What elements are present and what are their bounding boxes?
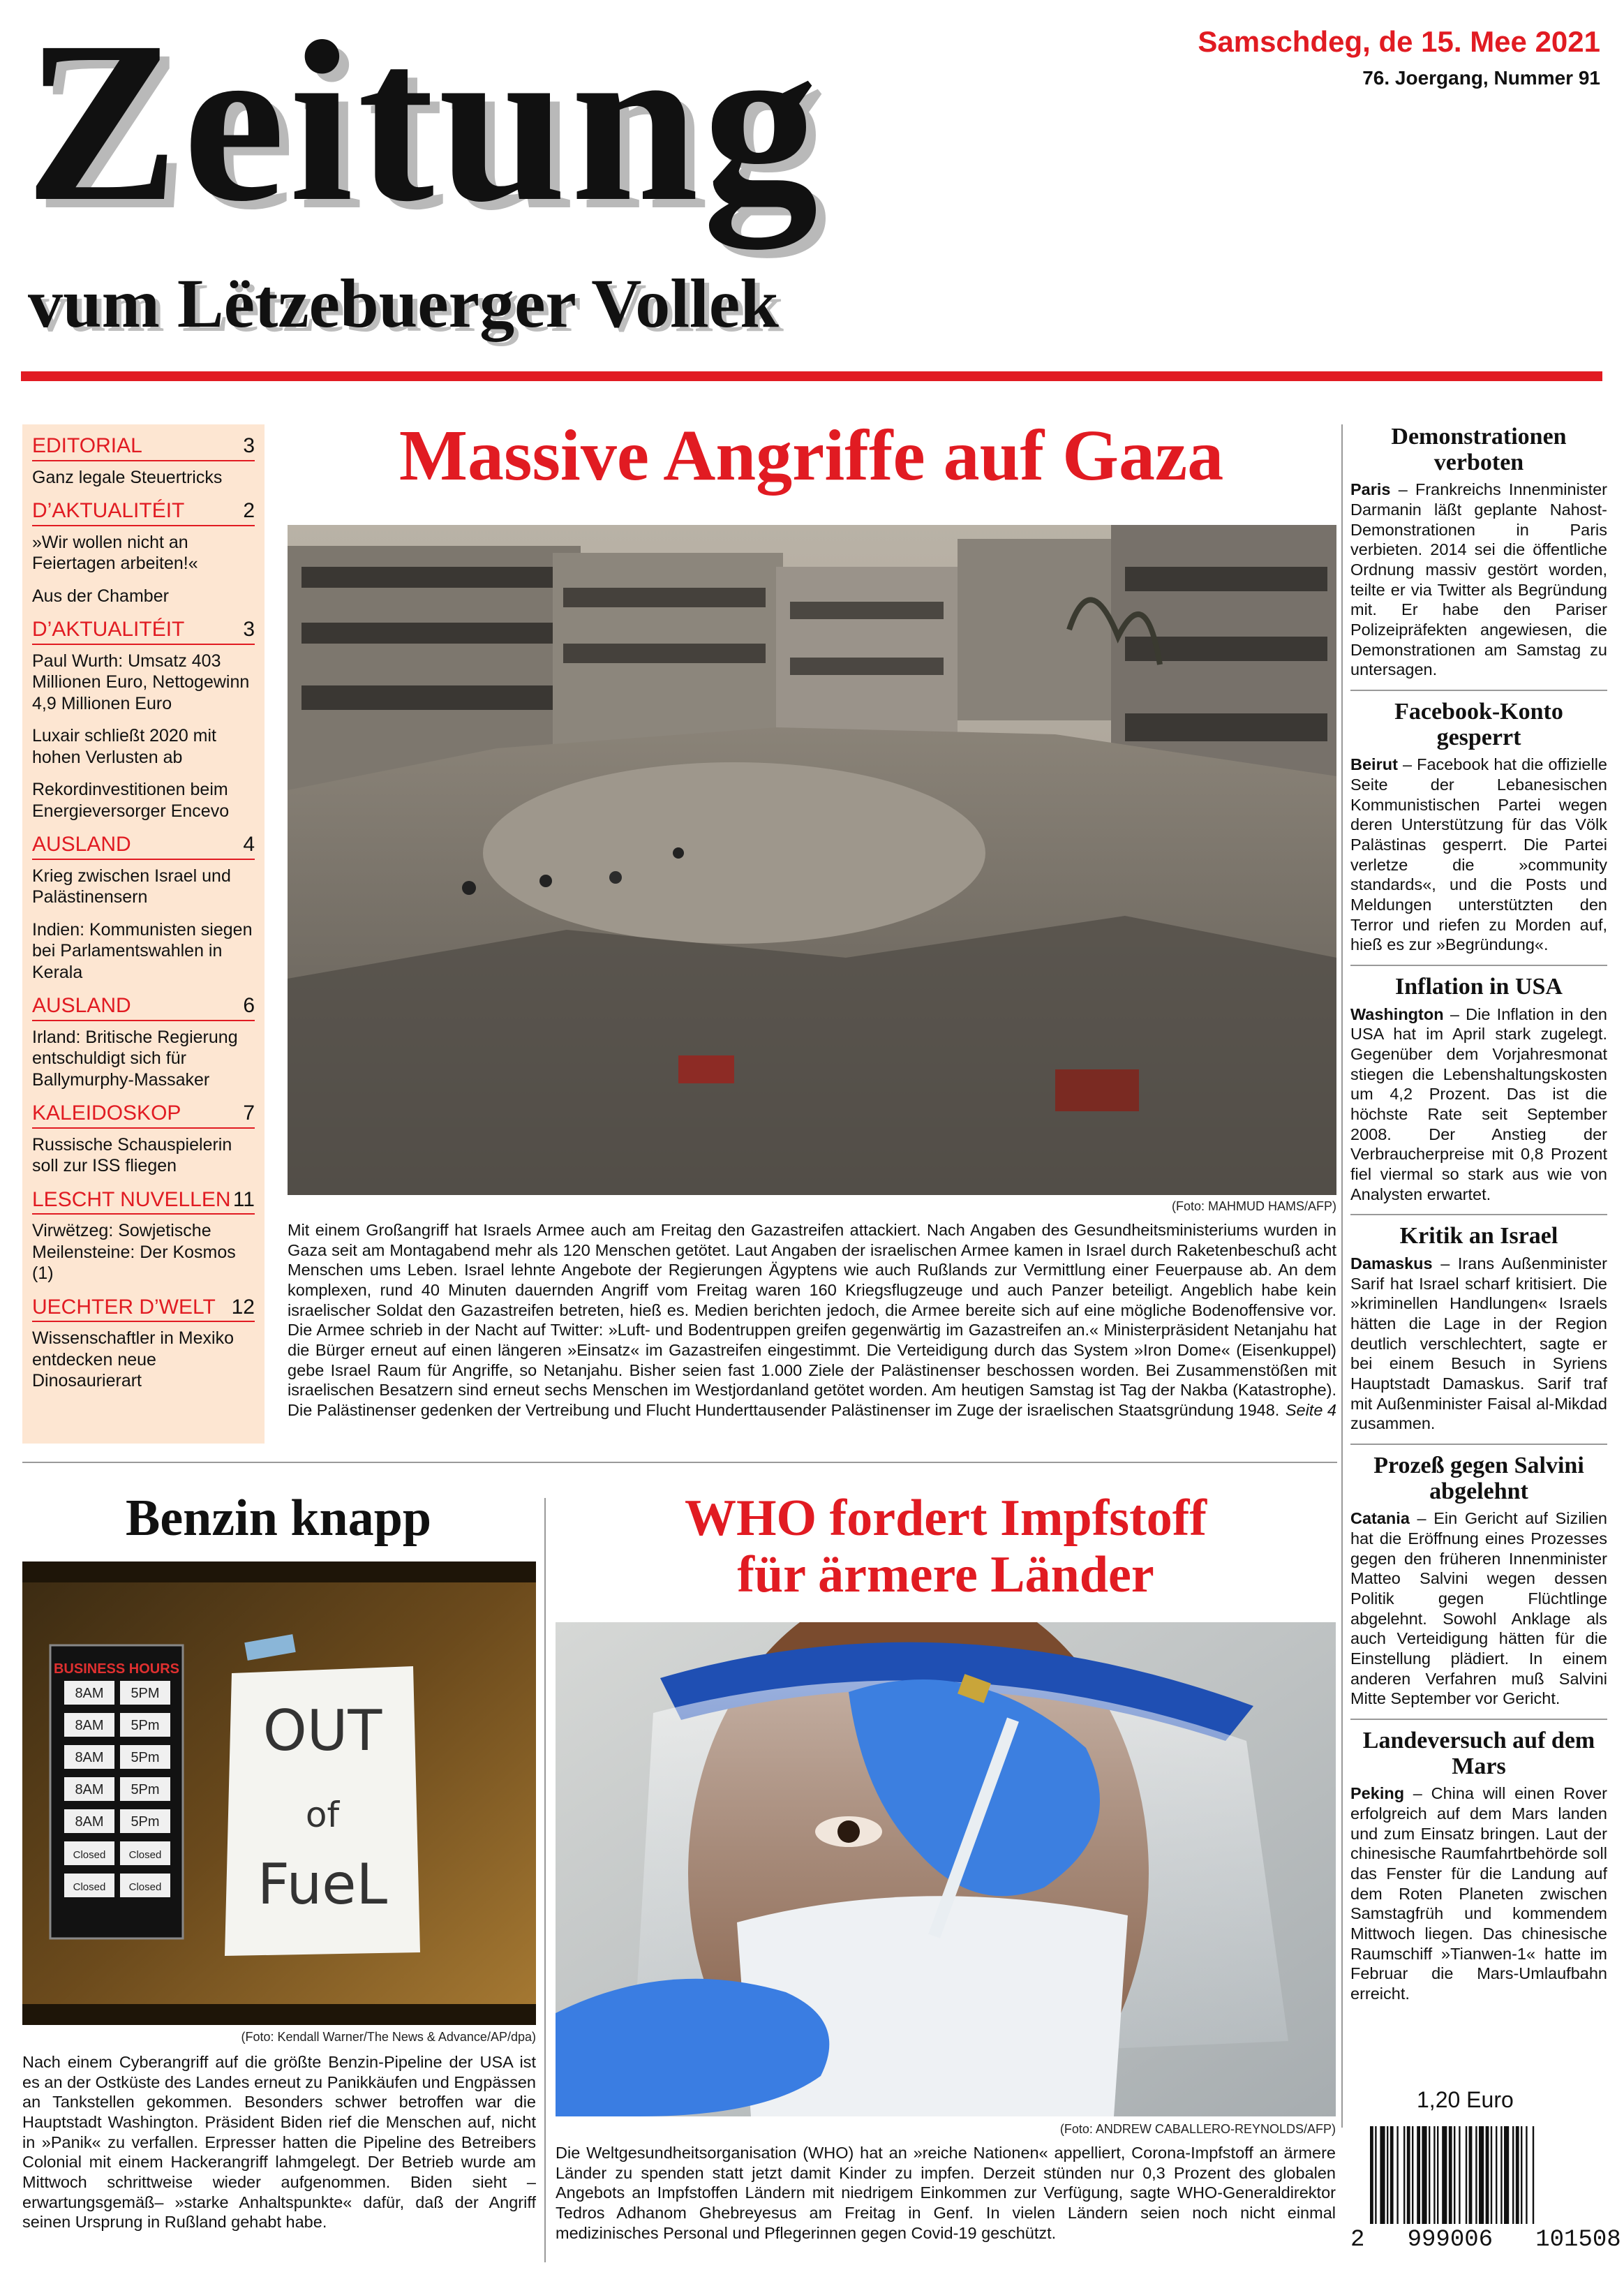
index-section (32, 1188, 255, 1284)
index-item[interactable]: Rekordinvestitionen beim Energieversorger Encevo (32, 780, 230, 821)
barcode-bar (1407, 2126, 1410, 2224)
index-section (32, 499, 255, 607)
index-section (32, 434, 255, 488)
lead-page-ref: Seite 4 (1285, 1400, 1336, 1419)
who-headline-line1: WHO fordert Impfstoff (684, 1490, 1207, 1547)
price: 1,20 Euro (1417, 2087, 1514, 2112)
news-brief (1350, 974, 1607, 1204)
news-brief (1350, 1453, 1607, 1709)
news-brief-title: Prozeß gegen Salvini abgelehnt (1373, 1452, 1584, 1504)
hours-cell: Closed (73, 1881, 106, 1893)
barcode-bar (1512, 2126, 1514, 2224)
index-page-number: 4 (243, 833, 255, 856)
hours-cell: Closed (128, 1849, 162, 1861)
news-brief (1350, 699, 1607, 955)
barcode-bar (1412, 2126, 1413, 2224)
barcode-bar (1469, 2126, 1473, 2224)
barcode-bar (1387, 2126, 1388, 2224)
news-brief-dateline: Peking (1350, 1784, 1405, 1803)
hours-cell: Closed (128, 1881, 162, 1893)
news-brief (1350, 424, 1607, 680)
index-item[interactable]: Aus der Chamber (32, 586, 169, 606)
who-photo (556, 1622, 1336, 2116)
dateline-dash: – (1409, 1509, 1434, 1528)
barcode-bar (1437, 2126, 1438, 2224)
masthead-title: Zeitung (25, 0, 823, 249)
index-section-header[interactable] (32, 618, 255, 645)
index-page-number: 6 (243, 994, 255, 1017)
news-brief-text (1350, 755, 1607, 955)
news-brief (1350, 1224, 1607, 1434)
index-section-name: AUSLAND (32, 833, 131, 856)
brief-divider (1350, 1214, 1607, 1215)
news-brief (1350, 1728, 1607, 2004)
news-brief-body: Irans Außenminister Sarif hat Israel scharf kritisiert. Die »kriminellen Handlungen« Israels hätten die Lage in der Region deutlich verschlechtert, sagte er bei einem Besuch in Syriens Hauptstadt Damaskus. Sarif traf mit Außenminister Faisal al-Mikdad zusammen. (1350, 1254, 1607, 1433)
news-brief-body: Frankreichs Innenminister Darmanin läßt geplante Nahost-Demonstrationen in Paris verbieten. 2014 sei die öffentliche Ordnung massiv gestört worden, teilte er via Twitter als Begründung mit. Er habe den Pariser Polizeipräfekten angewiesen, die Demonstrationen am Samstag zu untersagen. (1350, 480, 1607, 679)
news-brief-title: Kritik an Israel (1399, 1223, 1558, 1249)
barcode-bar (1442, 2126, 1447, 2224)
news-briefs-column (1350, 424, 1607, 2061)
index-section (32, 1296, 255, 1392)
barcode-bar (1516, 2126, 1519, 2224)
index-section-header[interactable] (32, 1296, 255, 1323)
index-item[interactable]: Wissenschaftler in Mexiko entdecken neue Dinosaurierart (32, 1328, 234, 1390)
barcode-bar (1504, 2126, 1509, 2224)
dateline-dash: – (1390, 480, 1415, 499)
barcode-bar (1375, 2126, 1376, 2224)
hours-cell: 8AM (75, 1782, 104, 1797)
index-page-number: 11 (232, 1187, 255, 1211)
brief-divider (1350, 1719, 1607, 1720)
barcode-bar (1429, 2126, 1430, 2224)
index-page-number: 3 (243, 434, 255, 457)
index-page-number: 2 (243, 499, 255, 522)
index-section (32, 994, 255, 1090)
index-section (32, 1101, 255, 1177)
hours-cell: 8AM (75, 1718, 104, 1733)
barcode-bar (1521, 2126, 1522, 2224)
issue-date: Samschdeg, de 15. Mee 2021 (1198, 25, 1600, 58)
index-section-name: D’AKTUALITÉIT (32, 618, 185, 641)
news-brief-text (1350, 1783, 1607, 2003)
news-brief-text (1350, 1004, 1607, 1205)
barcode-bar (1417, 2126, 1420, 2224)
index-section-header[interactable] (32, 434, 255, 461)
news-brief-dateline: Damaskus (1350, 1254, 1433, 1273)
index-item[interactable]: Irland: Britische Regierung entschuldigt sich für Ballymurphy-Massaker (32, 1027, 238, 1090)
index-section-name: KALEIDOSKOP (32, 1101, 181, 1125)
news-brief-text (1350, 1508, 1607, 1709)
index-page-number: 7 (243, 1101, 255, 1125)
index-item[interactable]: Indien: Kommunisten siegen bei Parlamentswahlen in Kerala (32, 919, 253, 982)
index-section (32, 833, 255, 983)
news-brief-dateline: Washington (1350, 1004, 1444, 1023)
benzin-photo-credit: (Foto: Kendall Warner/The News & Advance/AP/dpa) (241, 2030, 536, 2044)
barcode-bar (1466, 2126, 1467, 2224)
lead-headline: Massive Angriffe auf Gaza (398, 415, 1224, 496)
barcode-bar (1433, 2126, 1435, 2224)
news-brief-dateline: Catania (1350, 1509, 1410, 1528)
who-body: Die Weltgesundheitsorganisation (WHO) hat an »reiche Nationen« appelliert, Corona-Impfstoff an ärmere Länder zu spenden statt jetzt damit Kinder zu impfen. Derzeit stünden nur 0,3 Prozent des globalen Angebots an Impfstoffen Ländern mit niedrigem Einkommen zur Verfügung, sagte WHO-Generaldirektor Tedros Adhanom Ghebreyesus am Freitag in Genf. In vielen Ländern seien noch nicht einmal medizinisches Personal und Pflegerinnen gegen Covid-19 geschützt. (556, 2144, 1336, 2242)
barcode-bar (1403, 2126, 1405, 2224)
barcode-bar (1496, 2126, 1497, 2224)
column-divider (544, 1498, 546, 2262)
news-brief-body: China will einen Rover erfolgreich auf dem Mars landen und zum Einsatz bringen. Laut der chinesische Raumfahrtbehörde soll das Fenster für die Landung auf dem Roten Planeten zwischen Samstagfrüh und kommendem Mittwoch liegen. Das chinesische Raumschiff »Tianwen-1« hatte im Februar die Mars-Umlaufbahn erreicht. (1350, 1784, 1607, 2003)
news-brief-dateline: Paris (1350, 480, 1391, 499)
barcode-bar (1390, 2126, 1394, 2224)
news-brief-body: Die Inflation in den USA hat im April stark zugelegt. Gegenüber dem Vorjahresmonat stiegen die Lebenshaltungskosten um 4,2 Prozent. Das ist die höchste Rate seit September 2008. Der Anstieg der Verbraucherpreise mit 0,8 Prozent fiel viermal so stark aus wie von Analysten erwartet. (1350, 1004, 1607, 1203)
news-brief-text (1350, 1254, 1607, 1434)
lead-body (288, 1220, 1336, 1420)
index-section-name: UECHTER D’WELT (32, 1295, 216, 1319)
news-brief-body: Ein Gericht auf Sizilien hat die Eröffnung eines Prozesses gegen den früheren Innenminister Matteo Salvini wegen dessen Politik gegen Flüchtlinge abgelehnt. Sowohl Anklage als auch Verteidigung hätten für die Einstellung plädiert. In einem anderen Verfahren muß Salvini Mitte September vor Gericht. (1350, 1509, 1607, 1708)
news-brief-dateline: Beirut (1350, 755, 1398, 774)
barcode-bar (1526, 2126, 1527, 2224)
index-item[interactable]: Krieg zwischen Israel und Palästinensern (32, 866, 231, 907)
barcode-bar (1370, 2126, 1373, 2224)
hours-sign-title: BUSINESS HOURS (53, 1661, 180, 1677)
hours-cell: 5PM (131, 1686, 160, 1701)
barcode-bar (1422, 2126, 1426, 2224)
hours-cell: 8AM (75, 1814, 104, 1830)
lead-photo (288, 525, 1336, 1195)
index-item[interactable]: Luxair schließt 2020 mit hohen Verlusten ab (32, 726, 217, 767)
lead-body-text: Mit einem Großangriff hat Israels Armee auch am Freitag den Gazastreifen attackiert. Nach Angaben des Gesundheitsministeriums wurden in Gaza seit am Montagabend mehr als 120 Menschen getötet. Laut Angaben der israelischen Armee kamen in Israel durch Raketenbeschuß acht Menschen ums Leben. Israel lehnte Angebote der Regierungen Ägyptens wie auch Rußlands zur Vermittlung einer Feuerpause ab. An dem komplexen, rund 40 Minuten dauernden Angriff vom Freitag waren 160 Kriegsflugzeuge und auch Panzer beteiligt. Angeblich habe kein israelischer Soldat den Gazastreifen betreten, hieß es. Medien berichten jedoch, die Armee bereite sich auf eine mögliche Bodenoffensive vor. Die Armee schrieb in der Nacht auf Twitter: »Luft- und Bodentruppen greifen gegenwärtig im Gazastreifen an.« Ministerpräsident Netanjahu hat die Bürger erneut auf einen längeren »Einsatz« im Gazastreifen eingestimmt. Die Verteidigung durch das System »Iron Dome« (Eisenkuppel) gebe Israel Raum für Angriffe, so Netanjahu. Bisher seien fast 1.000 Ziele der Palästinenser beschossen worden. Bei Zusammenstößen mit israelischen Besatzern sind erneut sechs Menschen im Westjordanland getötet worden. Am heutigen Samstag ist Tag der Nakba (Katastrophe). Die Palästinenser gedenken der Vertreibung und Flucht Hunderttausender Palästinenser im Zuge der israelischen Staatsgründung 1948. (288, 1221, 1336, 1419)
brief-divider (1350, 690, 1607, 691)
index-page-number: 3 (243, 618, 255, 641)
masthead-subtitle: vum Lëtzebuerger Vollek (28, 265, 779, 342)
barcode-bar (1486, 2126, 1489, 2224)
index-section-name: LESCHT NUVELLEN (32, 1187, 231, 1211)
index-item[interactable]: »Wir wollen nicht an Feiertagen arbeiten!« (32, 532, 198, 573)
barcode-bar (1475, 2126, 1477, 2224)
index-item[interactable]: Virwëtzeg: Sowjetische Meilensteine: Der Kosmos (1) (32, 1221, 236, 1283)
benzin-body: Nach einem Cyberangriff auf die größte Benzin-Pipeline der USA ist es an der Ostküste des Landes erneut zu Panikkäufen und Engpässen an Tankstellen gekommen. Besonders schwer betroffen war die Hauptstadt Washington. Präsident Biden rief die Menschen auf, nicht in »Panik« zu verfallen. Erpresser hatten die Pipeline des Betreibers Colonial mit einem Hackerangriff lahmgelegt. Der Betrieb wurde am Mittwoch schrittweise wieder aufgenommen. Biden sieht – erwartungsgemäß– »starke Anhaltspunkte« dafür, daß der Angriff seinen Ursprung in Rußland gehabt habe. (22, 2053, 536, 2232)
index-section-header[interactable] (32, 833, 255, 860)
brief-divider (1350, 965, 1607, 966)
dateline-dash: – (1432, 1254, 1458, 1273)
index-section-header[interactable] (32, 499, 255, 526)
brief-divider (1350, 1444, 1607, 1445)
out-of-fuel-note-line: FueL (257, 1852, 388, 1917)
out-of-fuel-note-line: OUT (262, 1698, 382, 1763)
barcode-bar (1459, 2126, 1460, 2224)
barcode-bar (1454, 2126, 1455, 2224)
index-section-name: AUSLAND (32, 994, 131, 1017)
hours-cell: Closed (73, 1849, 106, 1861)
out-of-fuel-note-line: of (305, 1795, 340, 1835)
index-item[interactable]: Ganz legale Steuertricks (32, 467, 223, 487)
masthead-rule (21, 371, 1602, 381)
barcode-digits: 2 999006 101508 (1350, 2227, 1621, 2253)
news-brief-title: Landeversuch auf dem Mars (1362, 1727, 1595, 1779)
index-section-header[interactable] (32, 1101, 255, 1129)
hours-cell: 5Pm (131, 1718, 160, 1733)
issue-number: 76. Joergang, Nummer 91 (1362, 67, 1600, 89)
index-section-header[interactable] (32, 994, 255, 1021)
hours-cell: 8AM (75, 1686, 104, 1701)
benzin-photo (22, 1561, 536, 2025)
hours-cell: 5Pm (131, 1750, 160, 1765)
index-section-header[interactable] (32, 1188, 255, 1215)
who-headline-line2: für ärmere Länder (737, 1546, 1154, 1603)
barcode-bar (1491, 2126, 1492, 2224)
table-of-contents (22, 424, 265, 1444)
index-section-name: EDITORIAL (32, 434, 142, 457)
news-brief-title: Facebook-Konto gesperrt (1394, 699, 1563, 750)
column-divider (1341, 424, 1343, 2128)
index-item[interactable]: Russische Schauspielerin soll zur ISS fliegen (32, 1134, 232, 1175)
index-section (32, 618, 255, 822)
barcode (1350, 2122, 1621, 2253)
hours-cell: 5Pm (131, 1814, 160, 1830)
barcode-bar (1500, 2126, 1502, 2224)
lead-photo-credit: (Foto: MAHMUD HAMS/AFP) (1171, 1199, 1336, 1213)
index-item[interactable]: Paul Wurth: Umsatz 403 Millionen Euro, Nettogewinn 4,9 Millionen Euro (32, 651, 250, 713)
barcode-bar (1449, 2126, 1452, 2224)
news-brief-text (1350, 480, 1607, 680)
barcode-bar (1479, 2126, 1484, 2224)
hours-cell: 5Pm (131, 1782, 160, 1797)
barcode-bar (1533, 2126, 1534, 2224)
dateline-dash: – (1443, 1004, 1466, 1023)
who-photo-credit: (Foto: ANDREW CABALLERO-REYNOLDS/AFP) (1059, 2122, 1336, 2136)
news-brief-title: Inflation in USA (1395, 974, 1563, 1000)
news-brief-body: Facebook hat die offizielle Seite der Lebanesischen Kommunistischen Partei wegen deren Unterstützung für das Völk Palästinas gesperrt. Die Partei verletze die »community standards«, und die Posts und Meldungen unterstützten den Terror und riefen zu Morden auf, hieß es zur »Begründung«. (1350, 755, 1607, 954)
dateline-dash: – (1404, 1784, 1431, 1803)
dateline-dash: – (1397, 755, 1417, 774)
hours-cell: 8AM (75, 1750, 104, 1765)
barcode-bar (1396, 2126, 1398, 2224)
index-page-number: 12 (231, 1295, 255, 1319)
benzin-headline: Benzin knapp (125, 1490, 432, 1547)
news-brief-title: Demonstrationen verboten (1391, 424, 1567, 475)
index-section-name: D’AKTUALITÉIT (32, 499, 185, 522)
section-divider (22, 1462, 1337, 1463)
barcode-bar (1380, 2126, 1385, 2224)
